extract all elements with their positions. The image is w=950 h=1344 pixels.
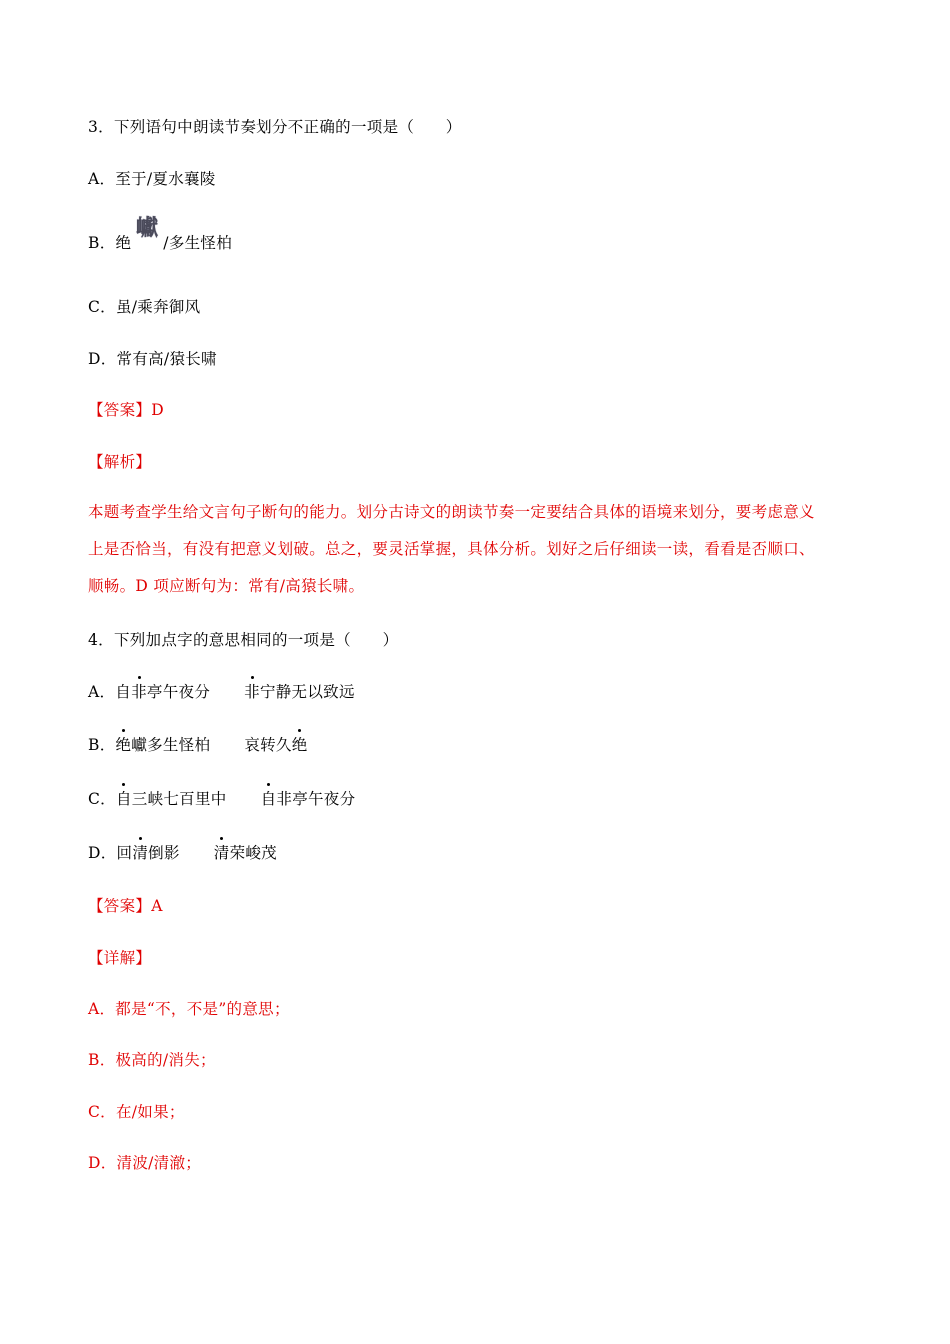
q4-detail-a: A．都是“不，不是”的意思； (88, 1000, 290, 1018)
q4-option-d-text: 倒影 (148, 844, 180, 862)
q4-detail-b: B．极高的/消失； (88, 1051, 216, 1069)
q4-stem: 4．下列加点字的意思相同的一项是（ ） (88, 631, 399, 649)
q4-option-c-text: 非亭午夜分 (276, 790, 356, 808)
q4-option-c-label: C． (88, 790, 116, 808)
q4-option-a (88, 681, 355, 703)
q3-option-a: A．至于/夏水襄陵 (88, 170, 216, 188)
q4-option-d-label: D． (88, 844, 117, 862)
q4-option-a-dotted-char: 非 (131, 683, 147, 701)
q4-option-b-text: 哀转久 (244, 736, 292, 754)
q4-option-a-text: 宁静无以致远 (259, 683, 355, 701)
q4-answer: 【答案】A (88, 897, 163, 915)
q4-option-c-text: 三峡七百里中 (131, 790, 227, 808)
q4-detail-d: D．清波/清澈； (88, 1154, 202, 1172)
q3-analysis (88, 494, 868, 605)
q3-option-c: C．虽/乘奔御风 (88, 298, 201, 316)
q3-analysis-label: 【解析】 (88, 453, 152, 471)
q4-option-a-text: 亭午夜分 (146, 683, 211, 701)
q4-detail-label: 【详解】 (88, 949, 152, 967)
q4-detail-c: C．在/如果； (88, 1103, 185, 1121)
q3-option-b-glyph-image: 巘 (135, 216, 158, 241)
q4-option-b (88, 734, 308, 756)
q4-option-c (88, 788, 355, 810)
q4-option-d-dotted-char: 清 (132, 844, 149, 862)
q3-option-b-prefix: B．绝 (88, 234, 132, 252)
q4-option-d-text: 回 (116, 844, 133, 862)
q4-option-a-text: 自 (115, 683, 132, 701)
q3-option-b-suffix: /多生怪柏 (163, 234, 233, 252)
q4-option-c-dotted-char: 自 (260, 790, 277, 808)
q4-option-c-dotted-char: 自 (115, 790, 132, 808)
q4-option-b-text: 巘多生怪柏 (131, 736, 211, 754)
q4-option-a-label: A． (88, 683, 116, 701)
q4-option-d (88, 842, 277, 864)
q3-answer: 【答案】D (88, 401, 164, 419)
q3-analysis-line: 上是否恰当，有没有把意义划破。总之，要灵活掌握，具体分析。划好之后仔细读一读，看看是否顺口、 (88, 540, 815, 558)
q3-stem: 3．下列语句中朗读节奏划分不正确的一项是（ ） (88, 118, 462, 136)
q3-analysis-line: 顺畅。D 项应断句为：常有/高猿长啸。 (88, 577, 365, 595)
q3-analysis-line: 本题考查学生给文言句子断句的能力。划分古诗文的朗读节奏一定要结合具体的语境来划分，要考虑意义 (88, 503, 815, 521)
q4-option-b-dotted-char: 绝 (291, 736, 308, 754)
q4-option-b-dotted-char: 绝 (115, 736, 132, 754)
q4-option-d-dotted-char: 清 (213, 844, 230, 862)
q4-option-a-dotted-char: 非 (244, 683, 260, 701)
q4-option-b-label: B． (88, 736, 116, 754)
q4-option-d-text: 荣峻茂 (229, 844, 277, 862)
q3-option-d: D．常有高/猿长啸 (88, 350, 217, 368)
